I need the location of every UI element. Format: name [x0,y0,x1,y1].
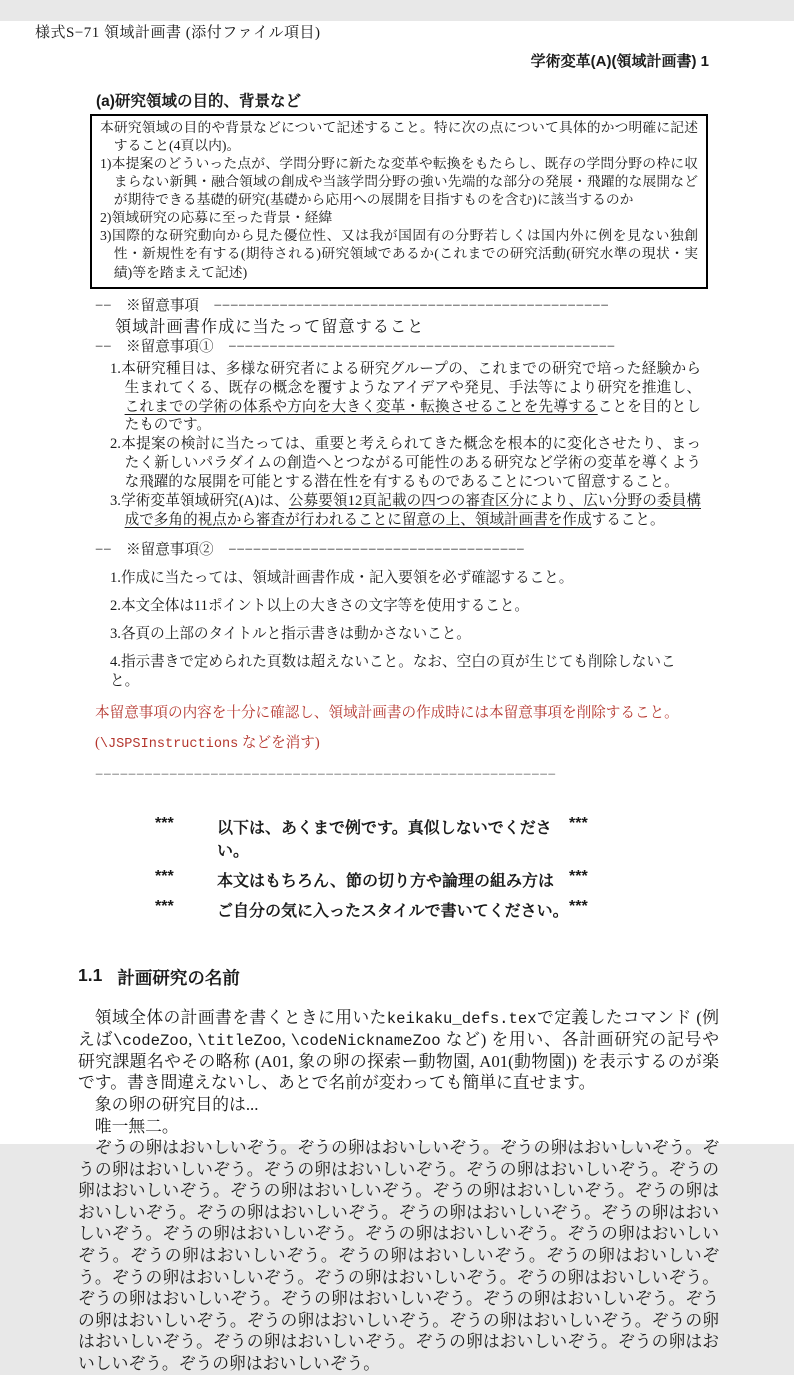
section-1-1-heading [78,965,719,990]
disclaimer-text: ご自分の気に入ったスタイルで書いてください。 [217,902,569,920]
para-text: , [281,1029,291,1049]
stars-right: *** [569,814,588,832]
para-text: , [188,1029,198,1049]
disclaimer-row [155,898,719,921]
gray-separator: −−−−−−−−−−−−−−−−−−−−−−−−−−−−−−−−−−−−−−−−−−−−−−−−−−−−−−−− [95,766,556,783]
notes-rule-main: −− ※留意事項 −−−−−−−−−−−−−−−−−−−−−−−−−−−−−−−−−−−−−−−−−−−−−−−− [95,297,609,314]
form-code-header: 様式S−71 領域計画書 (添付ファイル項目) [35,25,321,41]
notes1-item1-pre: 1.本研究種目は、多様な研究者による研究グループの、これまでの研究で培った経験から生まれてくる、既存の概念を覆すようなアイデアや発見、手法等により研究を推進し、 [110,360,701,396]
instruction-box-intro: 本研究領域の目的や背景などについて記述すること。特に次の点について具体的かつ明確に記述すること(4頁以内)。 [100,120,698,154]
stars-left: *** [155,867,174,885]
latex-command: \codeNicknameZoo [290,1031,441,1050]
latex-command: \titleZoo [197,1031,282,1050]
section-1-1-body [78,1007,719,1375]
egg-filler-paragraph: ぞうの卵はおいしいぞう。ぞうの卵はおいしいぞう。ぞうの卵はおいしいぞう。ぞうの卵はおいしいぞう。ぞうの卵はおいしいぞう。ぞうの卵はおいしいぞう。ぞうの卵はおいしいぞう。ぞうの卵はおいしいぞう。ぞうの卵はおいしいぞう。ぞうの卵はおいしいぞう。ぞうの卵はおいしいぞう。ぞうの卵はおいしいぞう。ぞうの卵はおいしいぞう。ぞうの卵はおいしいぞう。ぞうの卵はおいしいぞう。ぞうの卵はおいしいぞう。ぞうの卵はおいしいぞう。ぞうの卵はおいしいぞう。ぞうの卵はおいしいぞう。ぞうの卵はおいしいぞう。ぞうの卵はおいしいぞう。ぞうの卵はおいしいぞう。ぞうの卵はおいしいぞう。ぞうの卵はおいしいぞう。ぞうの卵はおいしいぞう。ぞうの卵はおいしいぞう。ぞうの卵はおいしいぞう。ぞうの卵はおいしいぞう。ぞうの卵はおいしいぞう。ぞうの卵はおいしいぞう。ぞうの卵はおいしいぞう。ぞうの卵はおいしいぞう。ぞうの卵はおいしいぞう。 [78,1138,719,1373]
purpose-line: 象の卵の研究目的は... [94,1094,259,1114]
instruction-box [90,114,708,289]
notes1-item3-post: すること。 [591,512,665,529]
notes1-item-1 [110,360,701,436]
page-content [78,89,719,1375]
stars-right: *** [569,897,588,915]
unique-line: 唯一無二。 [94,1116,179,1136]
latex-command: \codeZoo [113,1031,189,1050]
section-title: 計画研究の名前 [117,967,240,988]
disclaimer-row [155,815,719,861]
section-number: 1.1 [78,964,103,985]
section-a-heading: (a)研究領域の目的、背景など [96,93,301,110]
notes-rule-1: −− ※留意事項① −−−−−−−−−−−−−−−−−−−−−−−−−−−−−−−−−−−−−−−−−−−−−−− [95,338,616,355]
notes2-item-3: 3.各頁の上部のタイトルと指示書きは動かさないこと。 [110,626,471,643]
stars-right: *** [569,867,588,885]
notes1-item-2: 2.本提案の検討に当たっては、重要と考えられてきた概念を根本的に変化させたり、まったく新しいパラダイムの創造へとつながる可能性のある研究など学術の変革を導くような飛躍的な展開を可能とする潜在性を有するものであることについて留意すること。 [110,436,701,491]
notes1-item1-post: ことを目的としたものです。 [124,398,701,434]
page-header-title: 学術変革(A)(領域計画書) 1 [530,53,709,70]
para-text: で定義したコマンド (例えば [78,1007,719,1049]
notes2-item-4: 4.指示書きで定められた頁数は超えないこと。なお、空白の頁が生じても削除しないこと。 [110,654,676,690]
intro-paragraph [78,1007,719,1094]
para-text: など) を用い、各計画研究の記号や研究課題名やその略称 (A01, 象の卵の探索ー動物園, A01(動物園)) を表示するのが楽です。書き間違えないし、あとで名前が変わっても簡単に直せます。 [78,1029,720,1093]
example-disclaimer [155,815,719,921]
latex-command: \JSPSInstructions [99,737,239,753]
stars-left: *** [155,897,174,915]
instruction-box-item: 1)本提案のどういった点が、学問分野に新たな変革や転換をもたらし、既存の学問分野の枠に収まらない新興・融合領域の創成や当該学問分野の強い先端的な部分の発展・飛躍的な展開などが期待できる基礎的研究(基礎から応用への展開を目指すものを含む)に該当するのか [100,156,698,208]
red-hint-pre: ( [95,735,100,752]
notes2-item-1: 1.作成に当たっては、領域計画書作成・記入要領を必ず確認すること。 [110,570,574,587]
para-text: 領域全体の計画書を書くときに用いた [94,1007,387,1027]
red-warning-line: 本留意事項の内容を十分に確認し、領域計画書の作成時には本留意事項を削除すること。 [95,705,679,722]
notes1-item3-underlined: 公募要領12頁記載の四つの審査区分により、広い分野の委員構成で多角的視点から審査が行われることに留意の上、領域計画書を作成 [124,493,701,529]
red-latex-hint-line [95,734,719,754]
notes-list-1 [110,360,701,531]
notes1-item-3 [110,492,701,530]
stars-left: *** [155,814,174,832]
instruction-box-item: 2)領域研究の応募に至った背景・経緯 [100,210,333,226]
notes2-item-2: 2.本文全体は11ポイント以上の大きさの文字等を使用すること。 [110,598,530,615]
latex-filename: keikaku_defs.tex [386,1009,537,1028]
notes-rule-2: −− ※留意事項② −−−−−−−−−−−−−−−−−−−−−−−−−−−−−−−−−−−− [95,542,525,559]
notes1-item3-pre: 3.学術変革領域研究(A)は、 [110,493,289,510]
notes-list-2 [110,569,701,691]
notes1-item1-underlined: これまでの学術の体系や方向を大きく変革・転換させることを先導する [124,398,598,415]
notes-title: 領域計画書作成に当たって留意すること [115,317,425,336]
red-hint-post: などを消す) [238,735,320,752]
disclaimer-row [155,868,719,891]
disclaimer-text: 以下は、あくまで例です。真似しないでください。 [217,819,552,860]
document-page [0,21,794,1373]
instruction-box-item: 3)国際的な研究動向から見た優位性、又は我が国固有の分野若しくは国内外に例を見ない独創性・新規性を有する(期待される)研究領域であるか(これまでの研究活動(研究水準の現状・実績)等を踏まえて記述) [100,228,698,280]
notes-section [78,297,719,785]
disclaimer-text: 本文はもちろん、節の切り方や論理の組み方は [217,872,554,890]
